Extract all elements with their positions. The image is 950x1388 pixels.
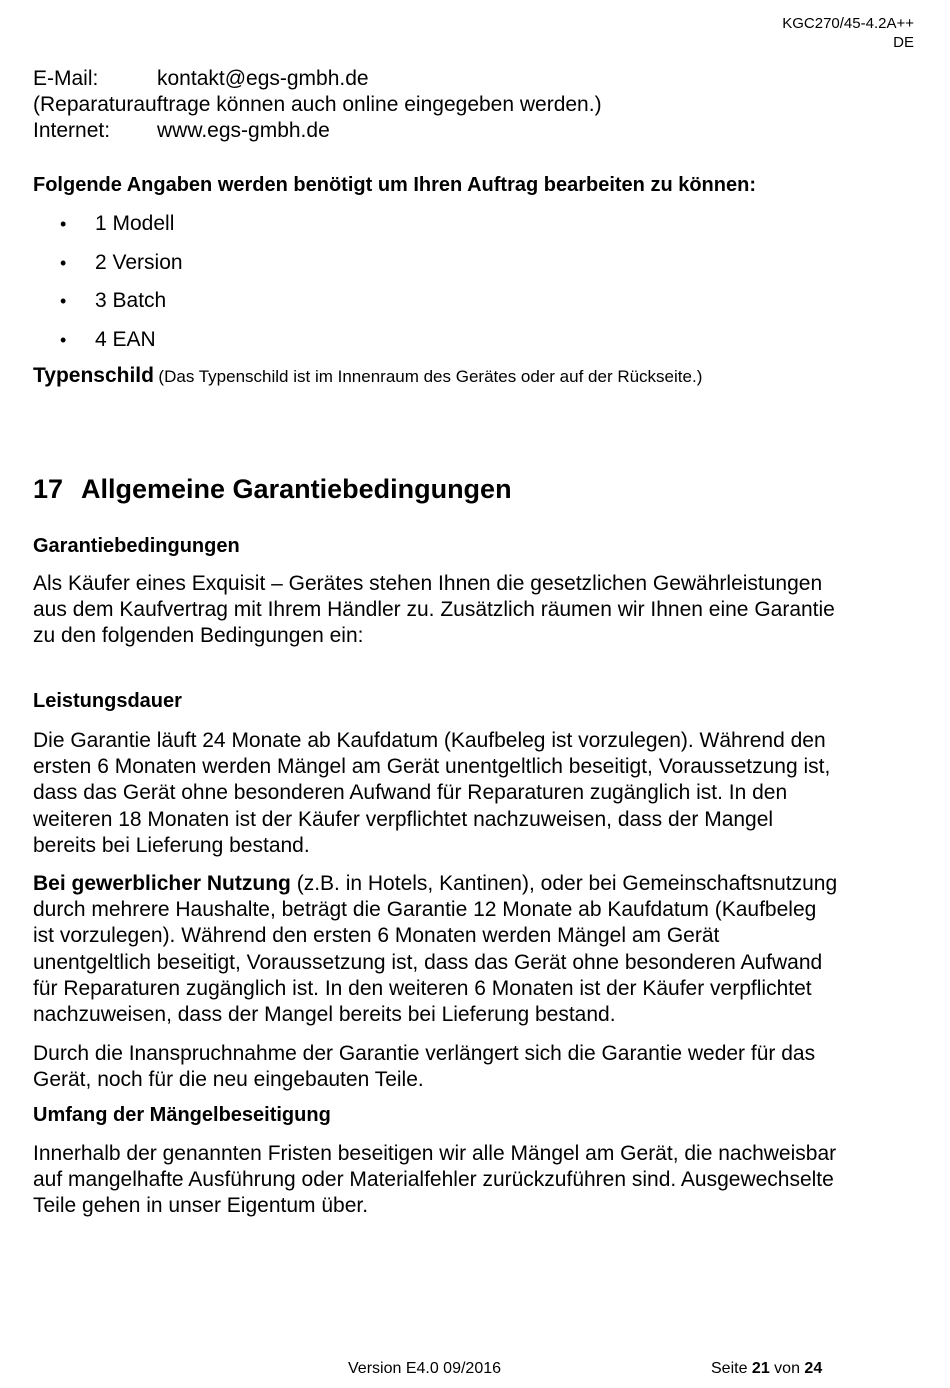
bullet-icon: • <box>60 291 67 311</box>
text-line: ist vorzulegen). Während den ersten 6 Monaten werden Mängel am Gerät <box>33 924 720 948</box>
text-line: dass das Gerät ohne besonderen Aufwand für Reparaturen zugänglich ist. In den <box>33 781 788 805</box>
text-line: durch mehrere Haushalte, beträgt die Garantie 12 Monate ab Kaufdatum (Kaufbeleg <box>33 898 817 922</box>
list-item-text: 3 Batch <box>95 289 167 312</box>
typeplate-note: (Das Typenschild ist im Innenraum des Gerätes oder auf der Rückseite.) <box>158 367 703 386</box>
umfang-heading: Umfang der Mängelbeseitigung <box>33 1104 331 1126</box>
umfang-paragraph <box>33 1141 923 1220</box>
page-word: Seite <box>711 1360 748 1377</box>
required-info-list <box>60 209 183 363</box>
email-label: E-Mail: <box>33 67 99 90</box>
section-title-text: Allgemeine Garantiebedingungen <box>81 474 512 504</box>
text-line: auf mangelhafte Ausführung oder Materialfehler zurückzuführen sind. Ausgewechselte <box>33 1168 834 1192</box>
website-link[interactable]: www.egs-gmbh.de <box>157 119 330 142</box>
text-line: unentgeltlich beseitigt, Voraussetzung ist, dass das Gerät ohne besonderen Aufwand <box>33 950 823 974</box>
text-line: Gerät, noch für die neu eingebauten Teile. <box>33 1068 424 1092</box>
commercial-use-label: Bei gewerblicher Nutzung <box>33 872 291 895</box>
text-line: Die Garantie läuft 24 Monate ab Kaufdatum (Kaufbeleg ist vorzulegen). Während den <box>33 729 826 752</box>
text-line: bereits bei Lieferung bestand. <box>33 833 310 857</box>
text-span: (z.B. in Hotels, Kantinen), oder bei Gemeinschaftsnutzung <box>290 872 838 895</box>
page-current: 21 <box>751 1360 770 1377</box>
text-line: für Reparaturen zugänglich ist. In den weiteren 6 Monaten ist der Käufer verpflichtet <box>33 976 812 1000</box>
footer-version: Version E4.0 09/2016 <box>348 1360 502 1377</box>
bullet-icon: • <box>60 214 67 234</box>
text-line: weiteren 18 Monaten ist der Käufer verpflichtet nachzuweisen, dass der Mangel <box>33 807 774 831</box>
page-total: 24 <box>804 1360 823 1377</box>
typeplate-label: Typenschild <box>33 364 154 387</box>
list-item <box>60 248 183 287</box>
text-line <box>33 871 923 897</box>
leistungsdauer-paragraph-2 <box>33 871 923 1028</box>
email-link[interactable]: kontakt@egs-gmbh.de <box>157 67 369 90</box>
page-header <box>782 14 914 52</box>
text-line: Teile gehen in unser Eigentum über. <box>33 1194 369 1218</box>
list-item-text: 1 Modell <box>95 212 175 235</box>
text-line: zu den folgenden Bedingungen ein: <box>33 624 364 648</box>
text-line: nachzuweisen, dass der Mangel bereits bei Lieferung bestand. <box>33 1003 616 1027</box>
footer-page-number <box>711 1360 822 1378</box>
language-code: DE <box>893 34 914 51</box>
garantie-heading: Garantiebedingungen <box>33 535 240 557</box>
email-row <box>33 66 602 92</box>
text-line: Durch die Inanspruchnahme der Garantie verlängert sich die Garantie weder für das <box>33 1042 816 1065</box>
contact-block <box>33 66 602 144</box>
text-line: aus dem Kaufvertrag mit Ihrem Händler zu. Zusätzlich räumen wir Ihnen eine Garantie <box>33 598 835 622</box>
online-note: (Reparaturauftrage können auch online eingegeben werden.) <box>33 93 602 116</box>
garantie-paragraph <box>33 571 923 650</box>
section-number: 17 <box>33 474 64 504</box>
bullet-icon: • <box>60 329 67 350</box>
leistungsdauer-paragraph-3 <box>33 1041 923 1093</box>
page-of: von <box>774 1360 800 1377</box>
text-line: Innerhalb der genannten Fristen beseitigen wir alle Mängel am Gerät, die nachweisbar <box>33 1142 837 1165</box>
list-item <box>60 209 183 248</box>
list-item <box>60 325 183 364</box>
list-item-text: 2 Version <box>95 250 183 274</box>
text-line: Als Käufer eines Exquisit – Gerätes stehen Ihnen die gesetzlichen Gewährleistungen <box>33 572 823 595</box>
typeplate-line <box>33 364 702 388</box>
list-item-text: 4 EAN <box>95 327 156 351</box>
section-title <box>33 474 512 505</box>
text-line: ersten 6 Monaten werden Mängel am Gerät unentgeltlich beseitigt, Voraussetzung ist, <box>33 755 831 779</box>
bullet-icon: • <box>60 252 67 273</box>
internet-label: Internet: <box>33 119 111 142</box>
list-item <box>60 286 183 325</box>
required-info-heading: Folgende Angaben werden benötigt um Ihren Auftrag bearbeiten zu können: <box>33 174 756 196</box>
internet-row <box>33 118 602 144</box>
leistungsdauer-heading: Leistungsdauer <box>33 690 182 712</box>
leistungsdauer-paragraph-1 <box>33 728 923 859</box>
model-number: KGC270/45-4.2A++ <box>782 15 914 32</box>
